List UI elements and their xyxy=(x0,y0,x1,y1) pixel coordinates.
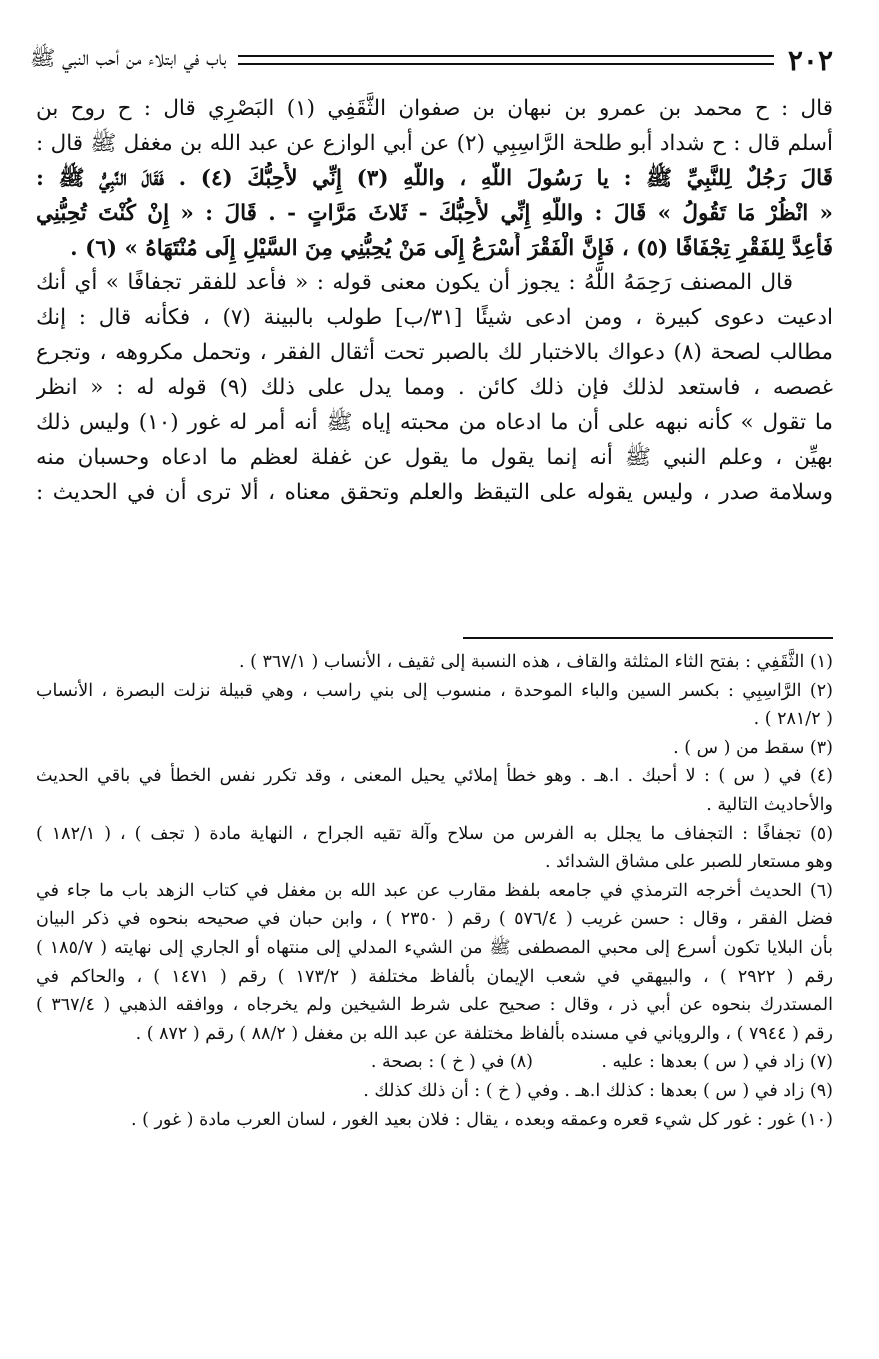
running-title: باب في ابتلاء من أحب النبي ﷺ xyxy=(30,45,227,70)
footnotes xyxy=(36,648,833,1134)
footnote-separator xyxy=(463,637,833,639)
footnote-line: وهو مستعار للصبر على مشاق الشدائد . xyxy=(544,852,833,873)
text-line: غصصه ، فاستعد لذلك فإن ذلك كائن . ومما يدل على ذلك (٩) قوله له : « انظر xyxy=(36,375,833,401)
footnote-line: (١٠) غور : غور كل شيء قعره وعمقه وبعده ، يقال : فلان بعيد الغور ، لسان العرب مادة ( غور ) . xyxy=(130,1109,833,1130)
header-double-rule xyxy=(238,55,773,65)
footnote-line: رقم ( ٢٩٢٢ ) ، والبيهقي في شعب الإيمان بألفاظ مختلفة ( ١٧٣/٢ ) رقم ( ١٤٧١ ) ، والحاكم في xyxy=(36,966,833,987)
footnote-line: (٢) الرَّاسِبِي : بكسر السين والباء الموحدة ، منسوب إلى بني راسب ، وهي قبيلة نزلت البصرة ، الأنساب xyxy=(36,680,833,701)
text-line: ما تقول » كأنه نبهه على أن ما ادعاه من محبته إياه ﷺ أنه أمر له غور (١٠) وليس ذلك xyxy=(36,410,833,436)
footnote-line: المستدرك بنحوه عن أبي ذر ، وقال : صحيح على شرط الشيخين ولم يخرجاه ، ووافقه الذهبي ( ٣٦٧/٤ ) xyxy=(36,995,833,1016)
footnote-line: (٥) تجفافًا : التجفاف ما يجلل به الفرس من سلاح وآلة تقيه الجراح ، النهاية مادة ( تجف ) ، ( ١٨٢/١ ) xyxy=(36,823,833,844)
text-line: مطالب لصحة (٨) دعواك بالاختبار لك بالصبر تحت أثقال الفقر ، وتحمل مكروهه ، وتجرع xyxy=(36,340,833,366)
footnote-pair-line xyxy=(36,1048,833,1077)
footnote-line: والأحاديث التالية . xyxy=(706,794,833,815)
text-line: أسلم قال : ح شداد أبو طلحة الرَّاسِبِي (٢) عن أبي الوازع عن عبد الله بن مغفل ﷺ قال : xyxy=(36,130,833,156)
footnote-line: (٩) زاد في ( س ) بعدها : كذلك ا.هـ . وفي ( خ ) : أن ذلك كذلك . xyxy=(363,1080,833,1101)
text-line: ادعيت دعوى كبيرة ، ومن ادعى شيئًا [٣١/ب] طولب بالبينة (٧) ، فكأنه قال : إنك xyxy=(36,305,833,331)
footnote-line: بأن البلايا تكون أسرع إلى محبي المصطفى ﷺ من الشيء المدلي إلى منتهاه أو الجاري إلى نهايته ( ١٨٥/٧ ) xyxy=(36,937,833,958)
footnote-8: (٨) في ( خ ) : بصحة . xyxy=(370,1052,533,1073)
text-line: قَالَ رَجُلٌ لِلنَّبِيِّ ﷺ : يا رَسُولَ اللَّهِ ، واللَّهِ (٣) إِنِّي لأُحِبُّكَ (٤) . فَقَالَ النَّبِيُّ ﷺ : xyxy=(36,165,833,191)
text-line: قال : ح محمد بن عمرو بن نبهان بن صفوان الثَّقَفِي (١) البَصْرِي قال : ح روح بن xyxy=(36,96,833,121)
footnote-line: (١) الثَّقَفِي : بفتح الثاء المثلثة والقاف ، هذه النسبة إلى ثقيف ، الأنساب ( ٣٦٧/١ ) . xyxy=(238,652,833,672)
footnote-line: فضل الفقر ، وقال : حسن غريب ( ٥٧٦/٤ ) رقم ( ٢٣٥٠ ) ، وابن حبان في صحيحه بنحوه في ذكر البيان xyxy=(36,909,833,930)
main-text xyxy=(36,92,833,511)
text-line: « انْظُرْ مَا تَقُولُ » قَالَ : واللَّهِ إِنِّي لأُحِبُّكَ - ثَلاثَ مَرَّاتٍ - . قَالَ : « إِنْ كُنْتَ تُحِبُّنِي xyxy=(36,200,833,226)
text-line: وسلامة صدر ، وليس يقوله على التيقظ والعلم وتحقق معناه ، ألا ترى أن في الحديث : xyxy=(36,479,833,505)
footnote-line: (٣) سقط من ( س ) . xyxy=(673,737,833,758)
footnote-line: (٤) في ( س ) : لا أحبك . ا.هـ . وهو خطأ إملائي يحيل المعنى ، وقد تكرر نفس الخطأ في باقي الحديث xyxy=(36,766,833,787)
page-header xyxy=(30,40,833,80)
text-line: قال المصنف رَحِمَهُ اللَّهُ : يجوز أن يكون معنى قوله : « فأعد للفقر تجفافًا » أي أنك xyxy=(36,270,793,296)
text-line: فَأَعِدَّ لِلفَقْرِ تِجْفَافًا (٥) ، فَإِنَّ الْفَقْرَ أَسْرَعُ إِلَى مَنْ يُحِبُّنِي مِنَ السَّيْلِ إِلَى مُنْتَهَاهُ » (٦) . xyxy=(70,235,833,261)
footnote-line: رقم ( ٧٩٤٤ ) ، والروياني في مسنده بألفاظ مختلفة عن عبد الله بن مغفل ( ٨٨/٢ ) رقم ( ٨٧٢ ) . xyxy=(135,1023,833,1044)
text-line: بهيِّن ، وعلم النبي ﷺ أنه إنما يقول ما يقول عن غفلة لعظم ما ادعاه وحسبان منه xyxy=(36,444,833,470)
footnote-line: ( ٢٨١/٢ ) . xyxy=(753,709,833,730)
footnote-line: (٦) الحديث أخرجه الترمذي في جامعه بلفظ مقارب عن عبد الله بن مغفل في كتاب الزهد باب ما جاء في xyxy=(36,880,833,901)
page-number: ٢٠٢ xyxy=(787,43,833,77)
footnote-7: (٧) زاد في ( س ) بعدها : عليه . xyxy=(601,1052,833,1073)
